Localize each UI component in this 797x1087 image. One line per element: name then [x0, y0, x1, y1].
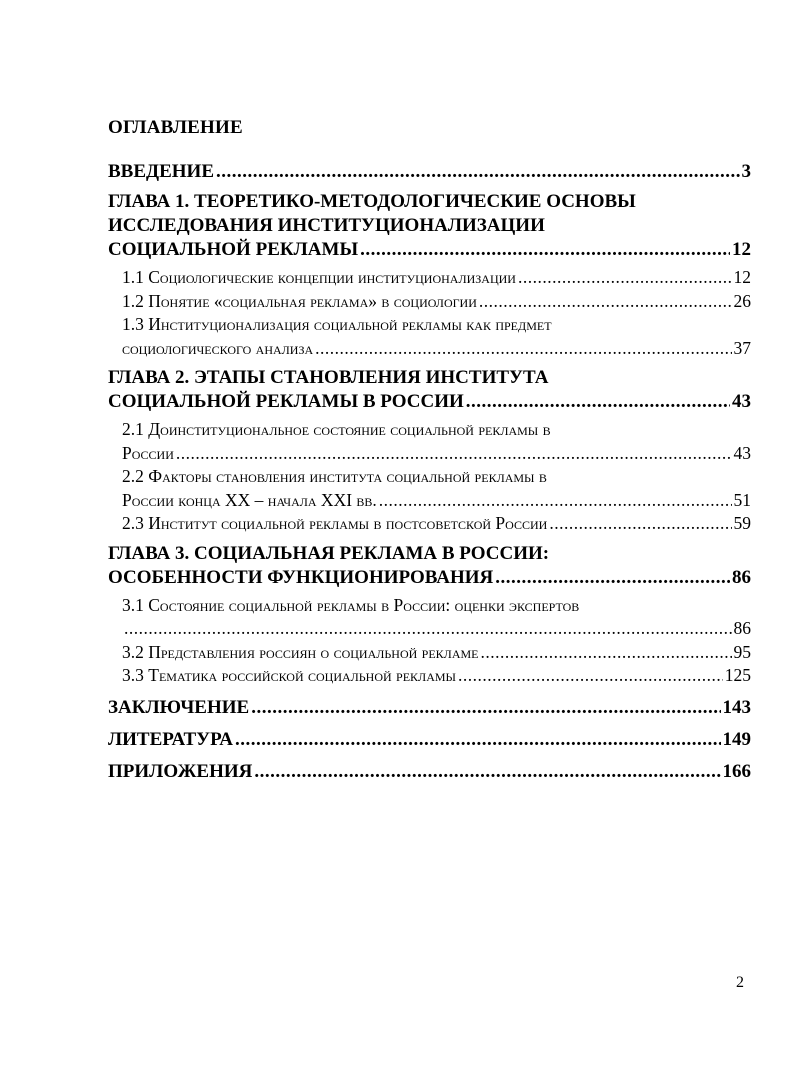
- dot-leader: [458, 664, 723, 688]
- toc-entry-page: 59: [733, 513, 751, 533]
- dot-leader: [235, 728, 720, 752]
- toc-entry-section-2-1: [108, 418, 751, 465]
- dot-leader: [518, 266, 732, 290]
- toc-entry-line: 2.1 Доинституциональное состояние социальной рекламы в: [122, 419, 551, 439]
- dot-leader: [549, 512, 731, 536]
- toc-entry-page: 12: [732, 239, 751, 260]
- toc-entry-section-3-3: [108, 664, 751, 688]
- toc-entry-appendices: [108, 760, 751, 784]
- toc-entry-page: 143: [722, 696, 751, 718]
- toc-entry-label: России конца ХХ – начала XXI вв.: [122, 489, 377, 510]
- dot-leader: [466, 390, 730, 414]
- toc-entry-line: ГЛАВА 2. ЭТАПЫ СТАНОВЛЕНИЯ ИНСТИТУТА: [108, 367, 549, 388]
- dot-leader: [379, 489, 732, 513]
- toc-entry-page: 149: [722, 728, 751, 750]
- dot-leader: [124, 617, 732, 641]
- toc-entry-page: 43: [732, 391, 751, 412]
- toc-entry-label: 1.2 Понятие «социальная реклама» в социологии: [122, 290, 477, 311]
- toc-entry-page: 51: [733, 489, 751, 510]
- toc-entry-page: 26: [733, 290, 751, 311]
- toc-entry-label: ПРИЛОЖЕНИЯ: [108, 760, 253, 782]
- toc-entry-page: 37: [733, 337, 751, 358]
- toc-entry-label: ВВЕДЕНИЕ: [108, 161, 214, 182]
- toc-entry-page: 125: [724, 665, 751, 685]
- dot-leader: [479, 290, 732, 314]
- toc-entry-line: ИССЛЕДОВАНИЯ ИНСТИТУЦИОНАЛИЗАЦИИ: [108, 215, 545, 236]
- toc-entry-section-2-3: [108, 512, 751, 536]
- dot-leader: [251, 696, 720, 720]
- toc-entry-line: ГЛАВА 3. СОЦИАЛЬНАЯ РЕКЛАМА В РОССИИ:: [108, 542, 550, 564]
- dot-leader: [360, 238, 730, 262]
- toc-entry-conclusion: [108, 696, 751, 720]
- toc-entry-chapter-2: [108, 366, 751, 414]
- toc-entry-section-1-2: [108, 290, 751, 314]
- toc-entry-section-3-1: [108, 594, 751, 641]
- toc-entry-page: 86: [733, 618, 751, 638]
- toc-entry-section-2-2: [108, 465, 751, 512]
- toc-entry-chapter-3: [108, 542, 751, 590]
- toc-entry-line: ГЛАВА 1. ТЕОРЕТИКО-МЕТОДОЛОГИЧЕСКИЕ ОСНОВЫ: [108, 191, 636, 212]
- toc-entry-line: 3.1 Состояние социальной рекламы в России: оценки экспертов: [122, 594, 580, 615]
- dot-leader: [480, 641, 731, 665]
- toc-entry-introduction: [108, 160, 751, 184]
- dot-leader: [176, 442, 732, 466]
- toc-entry-label: СОЦИАЛЬНОЙ РЕКЛАМЫ: [108, 239, 359, 260]
- toc-title: ОГЛАВЛЕНИЕ: [108, 117, 243, 138]
- toc-entry-literature: [108, 728, 751, 752]
- toc-entry-line: 1.3 Институционализация социальной рекламы как предмет: [122, 314, 552, 334]
- toc-entry-chapter-1: [108, 190, 751, 262]
- toc-entry-label: социологического анализа: [122, 337, 314, 358]
- toc-entry-section-3-2: [108, 641, 751, 665]
- toc-entry-label: 2.3 Институт социальной рекламы в постсоветской России: [122, 513, 548, 533]
- toc-entry-label: СОЦИАЛЬНОЙ РЕКЛАМЫ В РОССИИ: [108, 391, 464, 412]
- toc-entry-label: ОСОБЕННОСТИ ФУНКЦИОНИРОВАНИЯ: [108, 566, 494, 588]
- toc-entry-page: 3: [741, 161, 751, 182]
- toc-entry-label: ЛИТЕРАТУРА: [108, 728, 234, 750]
- toc-entry-label: 3.2 Представления россиян о социальной рекламе: [122, 641, 479, 662]
- dot-leader: [495, 566, 730, 590]
- toc-entry-line: 2.2 Факторы становления института социальной рекламы в: [122, 466, 547, 486]
- toc-entry-page: 12: [733, 267, 751, 287]
- dot-leader: [315, 337, 731, 361]
- dot-leader: [254, 760, 720, 784]
- table-of-contents: [108, 160, 751, 784]
- dot-leader: [216, 160, 740, 184]
- toc-entry-label: 3.3 Тематика российской социальной рекламы: [122, 665, 456, 685]
- toc-entry-section-1-3: [108, 313, 751, 360]
- toc-entry-label: 1.1 Социологические концепции институционализации: [122, 267, 516, 287]
- toc-entry-page: 86: [732, 566, 751, 588]
- page-number: 2: [736, 974, 744, 991]
- toc-entry-page: 43: [733, 442, 751, 463]
- toc-entry-page: 166: [722, 760, 751, 782]
- toc-entry-page: 95: [733, 641, 751, 662]
- toc-entry-label: России: [122, 442, 174, 463]
- toc-entry-section-1-1: [108, 266, 751, 290]
- toc-entry-label: ЗАКЛЮЧЕНИЕ: [108, 696, 250, 718]
